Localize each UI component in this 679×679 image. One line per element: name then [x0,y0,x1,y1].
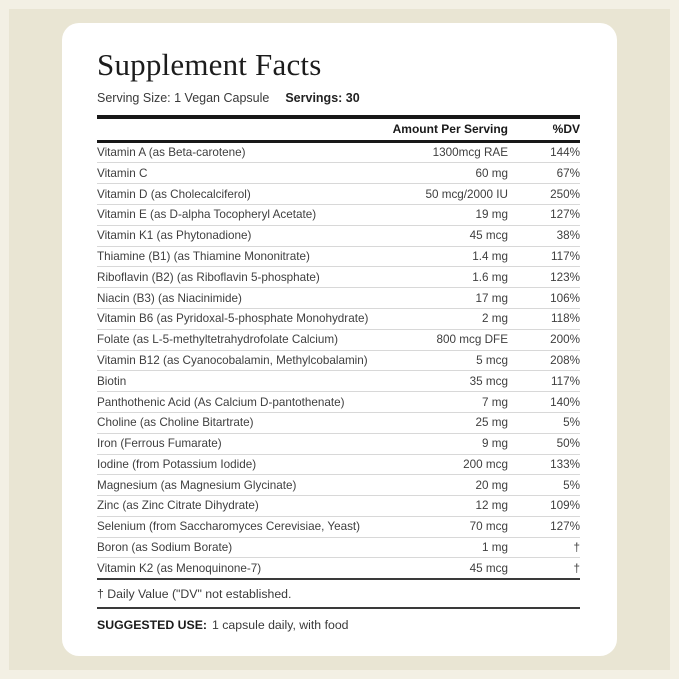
nutrient-amount: 5 mcg [476,353,508,367]
nutrient-name: Folate (as L-5-methyltetrahydrofolate Calcium) [97,333,338,347]
nutrient-dv: 133% [550,457,580,471]
nutrient-dv: 200% [550,333,580,347]
nutrient-dv: 50% [556,437,580,451]
table-row [97,143,580,163]
nutrient-name: Vitamin B6 (as Pyridoxal-5-phosphate Monohydrate) [97,312,369,326]
nutrient-amount: 800 mcg DFE [436,333,508,347]
table-row [97,391,580,412]
table-row [97,474,580,495]
table-row [97,308,580,329]
nutrient-amount: 20 mg [475,478,508,492]
nutrient-dv: 117% [550,249,580,263]
table-row [97,454,580,475]
nutrient-amount: 50 mcg/2000 IU [425,187,508,201]
nutrient-name: Vitamin C [97,166,148,180]
nutrient-dv: 106% [550,291,580,305]
nutrient-amount: 2 mg [482,312,508,326]
panel-title: Supplement Facts [97,47,322,82]
nutrient-dv: † [573,561,580,575]
nutrient-dv: 38% [556,229,580,243]
serving-size-text: Serving Size: 1 Vegan Capsule [97,90,270,105]
table-row [97,537,580,558]
nutrient-dv: 144% [550,145,580,159]
nutrient-dv: 109% [550,499,580,513]
nutrient-dv: 208% [550,353,580,367]
nutrient-name: Biotin [97,374,127,388]
nutrient-name: Niacin (B3) (as Niacinimide) [97,291,242,305]
table-row [97,246,580,267]
suggested-use-label: SUGGESTED USE: [97,618,208,633]
nutrient-amount: 7 mg [482,395,508,409]
nutrient-name: Iron (Ferrous Fumarate) [97,437,222,451]
table-row [97,370,580,391]
nutrient-amount: 12 mg [475,499,508,513]
nutrient-amount: 200 mcg [463,457,508,471]
nutrient-amount: 60 mg [475,166,508,180]
table-row [97,329,580,350]
table-row [97,266,580,287]
nutrient-dv: 123% [550,270,580,284]
table-row [97,433,580,454]
nutrient-dv: 250% [550,187,580,201]
nutrient-amount: 45 mcg [469,229,508,243]
nutrient-name: Magnesium (as Magnesium Glycinate) [97,478,297,492]
nutrient-dv: 117% [550,374,580,388]
nutrient-name: Zinc (as Zinc Citrate Dihydrate) [97,499,259,513]
servings-count-text: Servings: 30 [285,90,360,105]
table-row [97,225,580,246]
nutrient-name: Riboflavin (B2) (as Riboflavin 5-phosphate) [97,270,320,284]
nutrient-name: Vitamin K2 (as Menoquinone-7) [97,561,262,575]
dv-footnote: † Daily Value ("DV" not established. [97,578,580,609]
nutrient-amount: 25 mg [475,416,508,430]
nutrient-dv: 127% [550,208,580,222]
nutrient-amount: 70 mcg [469,520,508,534]
table-row [97,162,580,183]
suggested-use [97,609,580,641]
nutrient-dv: 118% [550,312,580,326]
nutrient-name: Thiamine (B1) (as Thiamine Mononitrate) [97,249,310,263]
nutrient-dv: 127% [550,520,580,534]
nutrient-name: Vitamin D (as Cholecalciferol) [97,187,251,201]
table-row [97,412,580,433]
nutrient-name: Vitamin K1 (as Phytonadione) [97,229,252,243]
nutrient-table [97,143,580,579]
nutrient-name: Vitamin A (as Beta-carotene) [97,145,246,159]
nutrient-amount: 1.4 mg [472,249,508,263]
nutrient-amount: 45 mcg [469,561,508,575]
nutrient-name: Iodine (from Potassium Iodide) [97,457,257,471]
nutrient-amount: 35 mcg [469,374,508,388]
serving-info [97,91,580,105]
amount-per-serving-header: Amount Per Serving [392,122,508,137]
nutrient-amount: 1.6 mg [472,270,508,284]
nutrient-amount: 19 mg [475,208,508,222]
nutrient-name: Choline (as Choline Bitartrate) [97,416,254,430]
nutrient-dv: 67% [556,166,580,180]
table-row [97,204,580,225]
nutrient-amount: 1300mcg RAE [432,145,508,159]
nutrient-amount: 1 mg [482,541,508,555]
nutrient-amount: 17 mg [475,291,508,305]
table-row [97,557,580,578]
suggested-use-text: 1 capsule daily, with food [212,618,349,633]
supplement-facts-panel [62,23,617,656]
nutrient-name: Vitamin B12 (as Cyanocobalamin, Methylcobalamin) [97,353,368,367]
table-row [97,287,580,308]
nutrient-amount: 9 mg [482,437,508,451]
table-row [97,495,580,516]
dv-header: %DV [552,122,580,137]
table-row [97,183,580,204]
nutrient-dv: 140% [550,395,580,409]
nutrient-dv: † [573,541,580,555]
table-header-row [97,115,580,143]
nutrient-dv: 5% [563,416,580,430]
table-row [97,350,580,371]
table-row [97,516,580,537]
nutrient-name: Boron (as Sodium Borate) [97,541,233,555]
nutrient-name: Panthothenic Acid (As Calcium D-pantothenate) [97,395,345,409]
nutrient-dv: 5% [563,478,580,492]
nutrient-name: Vitamin E (as D-alpha Tocopheryl Acetate) [97,208,317,222]
nutrient-name: Selenium (from Saccharomyces Cerevisiae, Yeast) [97,520,361,534]
